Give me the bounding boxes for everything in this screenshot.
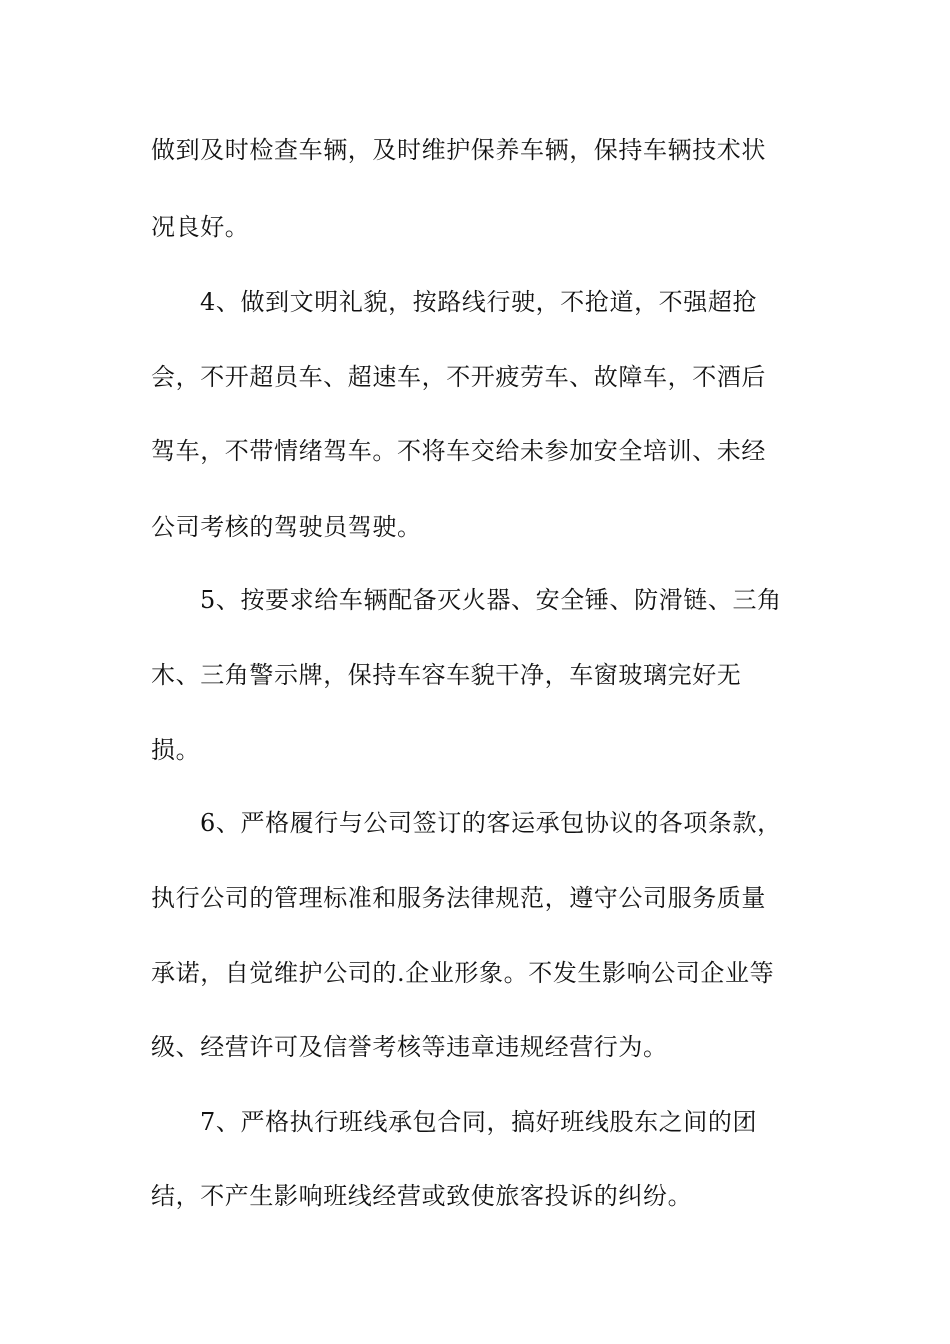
paragraph-4-line-3: 驾车，不带情绪驾车。不将车交给未参加安全培训、未经	[151, 437, 766, 465]
paragraph-6-line-4: 级、经营许可及信誉考核等违章违规经营行为。	[151, 1033, 668, 1061]
paragraph-4-line-2: 会，不开超员车、超速车，不开疲劳车、故障车，不酒后	[151, 363, 766, 391]
paragraph-3-line-2: 况良好。	[151, 213, 250, 241]
paragraph-5-line-2: 木、三角警示牌，保持车容车貌干净，车窗玻璃完好无	[151, 661, 742, 689]
paragraph-6-line-3: 承诺，自觉维护公司的.企业形象。不发生影响公司企业等	[151, 959, 775, 987]
paragraph-5-line-3: 损。	[151, 736, 201, 764]
paragraph-6-line-2: 执行公司的管理标准和服务法律规范，遵守公司服务质量	[151, 884, 766, 912]
paragraph-3-line-1: 做到及时检查车辆，及时维护保养车辆，保持车辆技术状	[151, 136, 766, 164]
paragraph-5-line-1: 5、按要求给车辆配备灭火器、安全锤、防滑链、三角	[200, 586, 782, 614]
paragraph-4-line-4: 公司考核的驾驶员驾驶。	[151, 513, 422, 541]
paragraph-7-line-2: 结，不产生影响班线经营或致使旅客投诉的纠纷。	[151, 1182, 693, 1210]
paragraph-4-line-1: 4、做到文明礼貌，按路线行驶，不抢道，不强超抢	[200, 288, 758, 316]
paragraph-7-line-1: 7、严格执行班线承包合同，搞好班线股东之间的团	[200, 1108, 758, 1136]
paragraph-6-line-1: 6、严格履行与公司签订的客运承包协议的各项条款，	[200, 809, 782, 837]
